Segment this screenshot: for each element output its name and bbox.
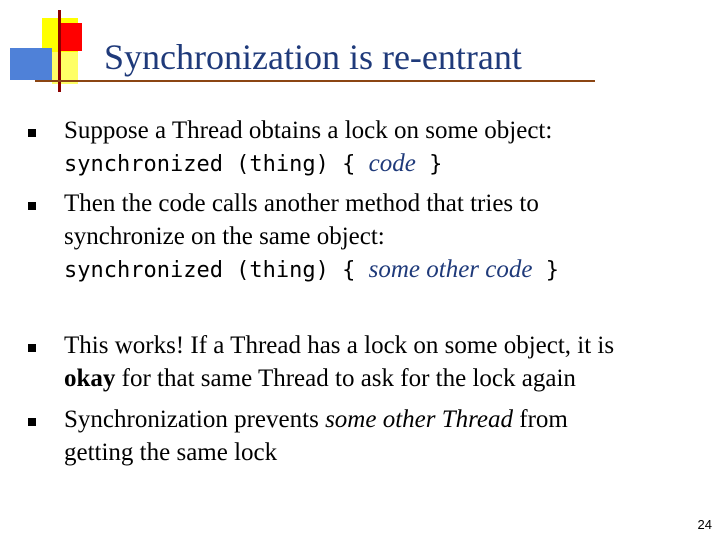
code-italic: code bbox=[368, 150, 416, 177]
title-underline bbox=[35, 80, 595, 82]
code-italic: some other code bbox=[368, 256, 533, 283]
bullet-4-line-2: getting the same lock bbox=[64, 439, 278, 466]
emphasis-okay: okay bbox=[64, 365, 116, 392]
bullet-3-line-1: This works! If a Thread has a lock on some object, it is bbox=[64, 332, 615, 359]
bullet-marker-1 bbox=[28, 129, 36, 137]
bullet-4-line-1 bbox=[64, 403, 568, 436]
page-number: 24 bbox=[697, 517, 712, 532]
bullet-2-code-line bbox=[64, 253, 559, 287]
bullet-1-code-line bbox=[64, 147, 442, 181]
code-suffix: } bbox=[415, 152, 443, 177]
bullet-4-suffix: from bbox=[513, 406, 568, 433]
logo-red-square bbox=[60, 23, 82, 51]
code-prefix: synchronized (thing) { bbox=[64, 152, 369, 177]
bullet-2-line-1: Then the code calls another method that tries to bbox=[64, 190, 539, 217]
decorative-logo bbox=[0, 0, 110, 100]
bullet-marker-3 bbox=[28, 344, 36, 352]
logo-blue-square bbox=[10, 48, 52, 80]
bullet-4-italic: some other Thread bbox=[325, 406, 514, 433]
code-prefix: synchronized (thing) { bbox=[64, 258, 369, 283]
bullet-marker-2 bbox=[28, 202, 36, 210]
code-suffix: } bbox=[532, 258, 559, 283]
bullet-1-line-1: Suppose a Thread obtains a lock on some object: bbox=[64, 117, 553, 144]
slide-title: Synchronization is re-entrant bbox=[104, 37, 522, 77]
bullet-2-line-2: synchronize on the same object: bbox=[64, 223, 385, 250]
bullet-3-line-2 bbox=[64, 362, 576, 395]
bullet-marker-4 bbox=[28, 418, 36, 426]
bullet-3-line-2-rest: for that same Thread to ask for the lock again bbox=[115, 365, 576, 392]
bullet-4-prefix: Synchronization prevents bbox=[64, 406, 326, 433]
